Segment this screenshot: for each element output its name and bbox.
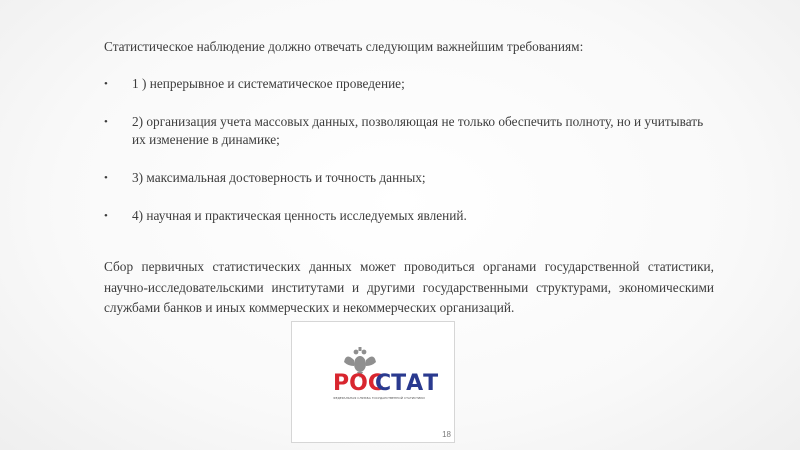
slide-number: 18 [442,430,451,439]
bullet-marker: • [104,210,108,222]
logo-wordmark-blue: СТАТ [375,371,439,396]
rosstat-logo-image [291,321,455,443]
list-item [104,207,714,225]
requirements-list [104,75,714,245]
intro-text: Статистическое наблюдение должно отвечать следующим важнейшим требованиям: [104,39,584,54]
bullet-marker: • [104,116,108,128]
bullet-marker: • [104,172,108,184]
logo-wordmark-red: РОС [333,371,384,396]
list-item-text: 2) организация учета массовых данных, позволяющая не только обеспечить полноту, но и учитывать их изменение в динамике; [132,114,704,147]
list-item [104,113,714,149]
rosstat-logo [292,322,454,442]
list-item-text: 1 ) непрерывное и систематическое проведение; [132,76,405,91]
bullet-marker: • [104,78,108,90]
body-paragraph: Сбор первичных статистических данных может проводиться органами государственной статистики, научно-исследовательскими институтами и другими государственными структурами, экономическими службами банков и иных коммерческих и некоммерческих организаций. [104,259,714,315]
list-item-text: 4) научная и практическая ценность исследуемых явлений. [132,208,467,223]
logo-tagline: ФЕДЕРАЛЬНАЯ СЛУЖБА ГОСУДАРСТВЕННОЙ СТАТИСТИКИ [333,396,425,400]
list-item-text: 3) максимальная достоверность и точность данных; [132,170,426,185]
list-item [104,75,714,93]
list-item [104,169,714,187]
